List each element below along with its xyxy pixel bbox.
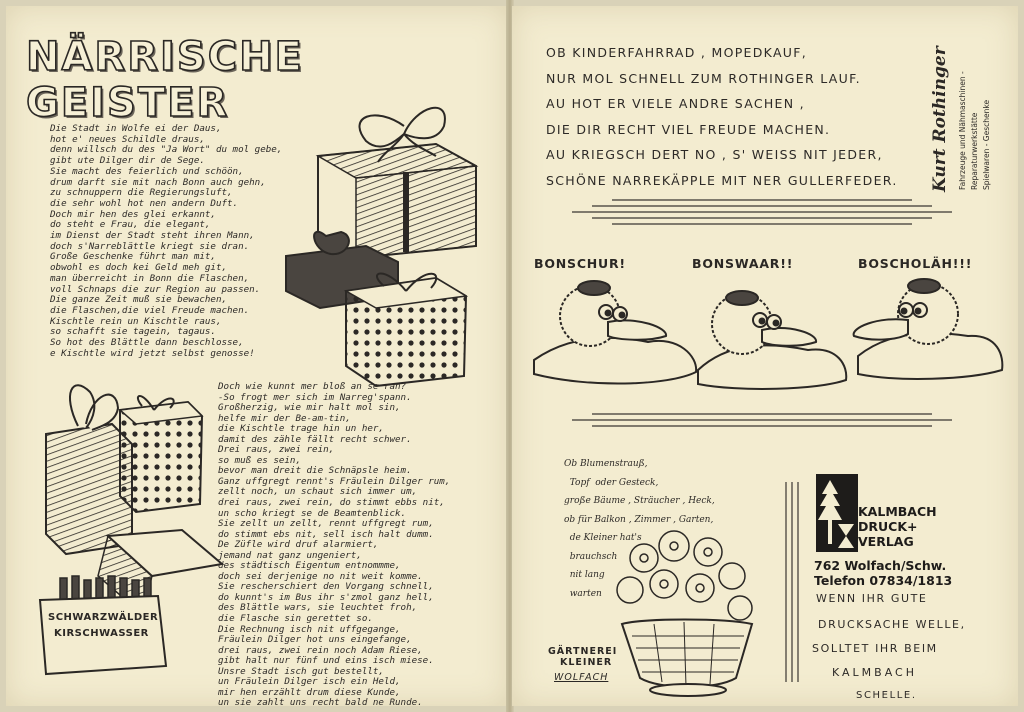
rothinger-ad-line-2: Reparaturwerkstätte (970, 112, 979, 190)
right-page (512, 6, 1018, 706)
hedgehog-cartoon-illustration (528, 276, 1008, 396)
poem-second-part: Doch wie kunnt mer bloß an se ran? -So frogt mer sich im Narreg'spann. Großherzig, wie mir halt mol sin, helfe mir der Be-am-tin, die Kischtle trage hin un her, damit des zähle fällt recht schwer. Drei raus, zwei rein, so muß es sein, bevor man dreit die Schnäpsle heim. Ganz uffgregt rennt's Fräulein Dilger rum, zellt noch, un schaut sich immer um, drei raus, zwei rein, do stimmt ebbs nit, un scho kriegt se de Beamtenblick. Sie zellt un zellt, rennt uffgregt rum, do stimmt ebs nit, sell isch halt dumm. De Züfle wird druf alarmiert, jemand nat ganz ungeniert, des städtisch Eigentum entnommme, doch sei derjenige no nit weit komme. Sie rescherschiert den Vorgang schnell, do kunnt's im Bus ihr s'zmol ganz hell, des Blättle wars, sie leuchtet froh, die Flasche sin gerettet so. Die Rechnung isch nit uffgegange, Fräulein Dilger hot uns eingefange, drei raus, zwei rein noch Adam Riese, gibt halt nur fünf und eins isch miese. Unsre Stadt isch gut bestellt, un Fräulein Dilger isch ein Held, mir hen erzählt drum diese Kunde, un sie zahlt uns recht bald ne Runde. (218, 381, 451, 709)
rothinger-ad-line-3: Spielwaren - Geschenke (982, 99, 991, 190)
rothinger-ad-verse: OB KINDERFAHRRAD , MOPEDKAUF, NUR MOL SCHNELL ZUM ROTHINGER LAUF. AU HOT ER VIELE ANDRE SACHEN , DIE DIR RECHT VIEL FREUDE MACHEN. AU KRIEGSCH DERT NO , S' WEISS NIT JEDER, SCHÖNE NARREKÄPPLE MIT NER GULLERFEDER. (546, 45, 898, 188)
kalmbach-logo-line-3: VERLAG (858, 534, 914, 549)
gardenry-name-line-1: GÄRTNEREI (548, 646, 618, 657)
kalmbach-address: 762 Wolfach/Schw. (814, 558, 947, 573)
flower-shop-verse: Ob Blumenstrauß, Topf oder Gesteck, große Bäume , Sträucher , Heck, ob für Balkon , Zimmer , Garten, de Kleiner hat's brauchsch nit lang warten (564, 459, 715, 599)
rothinger-ad-line-1: Fahrzeuge und Nähmaschinen - (958, 71, 967, 190)
greeting-bonswaar: BONSWAAR!! (692, 256, 794, 271)
kalmbach-verse-line-3: SOLLTET IHR BEIM (812, 642, 938, 655)
ad-divider-vertical (782, 482, 802, 682)
kalmbach-verse-line-4: KALMBACH (832, 666, 917, 679)
kalmbach-verse-line-5: SCHELLE. (856, 690, 917, 701)
kalmbach-logo-line-2: DRUCK+ (858, 519, 918, 534)
kalmbach-verse-line-2: DRUCKSACHE WELLE, (818, 618, 966, 631)
kalmbach-logo-icon (816, 474, 858, 552)
poem-first-part: Die Stadt in Wolfe ei der Daus, hot e' neues Schildle draus, denn willsch du des "Ja Wort" du mol gebe, gibt ute Dilger dir de Sege. Sie macht des feierlich und schöön, drum darft sie mit nach Bonn auch gehn, zu schnuppern die Regierungsluft, die sehr wohl hot nen andern Duft. Doch mir hen des glei erkannt, do steht e Frau, die elegant, im Dienst der Stadt steht ihren Mann, doch s'Narreblättle kriegt sie dran. Große Geschenke führt man mit, obwohl es doch kei Geld meh git, man überreicht in Bonn die Flaschen, voll Schnaps die zur Region au passen. Die ganze Zeit muß sie bewachen, die Flaschen,die viel Freude machen. Kischtle rein un Kischtle raus, so schafft sie tagein, tagaus. So hot des Blättle dann beschlosse, e Kischtle wird jetzt selbst genosse! (50, 123, 283, 359)
box-label-line-2: KIRSCHWASSER (54, 628, 149, 639)
flower-basket-illustration (604, 528, 764, 700)
gift-boxes-illustration (286, 86, 506, 386)
gardenry-city: WOLFACH (554, 672, 609, 683)
divider-lines-top (552, 196, 972, 236)
greeting-bonschur: BONSCHUR! (534, 256, 626, 271)
gardenry-name-line-2: KLEINER (560, 657, 613, 668)
box-label-line-1: SCHWARZWÄLDER (48, 612, 159, 623)
rothinger-ad-name: Kurt Rothinger (930, 46, 950, 192)
kalmbach-logo-line-1: KALMBACH (858, 504, 937, 519)
divider-lines-middle (552, 410, 972, 440)
kalmbach-verse-line-1: WENN IHR GUTE (816, 592, 928, 605)
greeting-boscholaeh: BOSCHOLÄH!!! (858, 256, 973, 271)
page-title: NÄRRISCHE GEISTER (26, 34, 304, 126)
left-page (6, 6, 508, 709)
kalmbach-phone: Telefon 07834/1813 (814, 573, 953, 588)
